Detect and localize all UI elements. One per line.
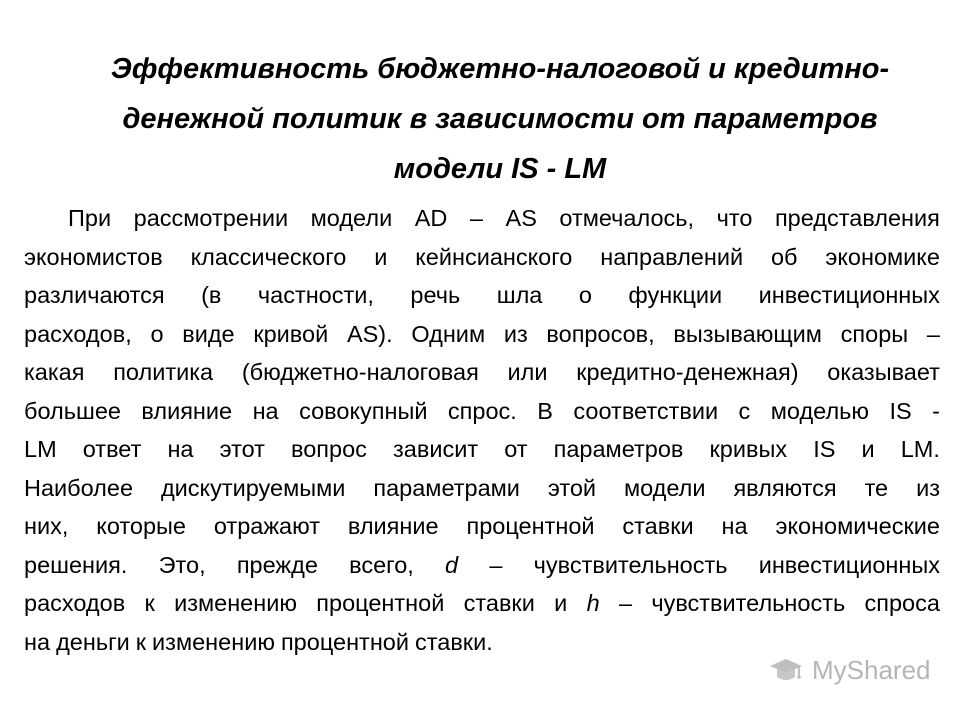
paragraph-word: на xyxy=(24,628,51,655)
paragraph-word: и xyxy=(374,243,388,270)
paragraph-word: ответ xyxy=(82,436,142,462)
paragraph-word: Это, xyxy=(158,551,206,578)
paragraph-word: представления xyxy=(774,205,940,231)
paragraph-word: спрос. xyxy=(447,397,517,424)
paragraph-word: модели xyxy=(623,474,706,501)
paragraph-word: – xyxy=(489,551,503,578)
paragraph-word: функции xyxy=(628,282,723,308)
paragraph-line xyxy=(24,392,940,431)
paragraph-word: вопросов, xyxy=(546,320,655,347)
paragraph-word: AS). xyxy=(346,320,393,347)
paragraph-word: – xyxy=(469,205,483,231)
paragraph-word: чувствительность xyxy=(651,590,846,616)
paragraph-word: модели xyxy=(310,205,393,231)
paragraph-line xyxy=(24,276,940,315)
paragraph-line xyxy=(24,430,940,469)
body-paragraph xyxy=(24,199,940,661)
paragraph-word: вопрос xyxy=(290,436,367,462)
paragraph-word: которые xyxy=(96,513,186,539)
paragraph-word: какая xyxy=(24,359,85,385)
paragraph-line xyxy=(24,238,940,277)
title-line-3: модели IS - LM xyxy=(393,153,607,185)
paragraph-word: споры xyxy=(840,320,909,347)
paragraph-word: или xyxy=(507,359,548,385)
paragraph-line xyxy=(24,353,940,392)
paragraph-word: экономические xyxy=(775,513,940,539)
paragraph-word: отражают xyxy=(213,513,320,539)
paragraph-word: частности, xyxy=(257,282,374,308)
paragraph-word: оказывает xyxy=(827,359,940,385)
slide-title xyxy=(0,44,960,194)
paragraph-word: всего, xyxy=(349,551,414,578)
paragraph-word: классического xyxy=(190,243,347,270)
paragraph-word: IS xyxy=(813,436,836,462)
paragraph-word: инвестиционных xyxy=(758,551,940,578)
paragraph-word: направлений xyxy=(600,243,744,270)
mortarboard-logo-icon xyxy=(768,656,804,686)
paragraph-word: процентной xyxy=(280,628,409,655)
paragraph-word: являются xyxy=(733,474,837,501)
paragraph-word: – xyxy=(618,590,633,616)
paragraph-word: влияние xyxy=(141,397,233,424)
title-line-2: денежной политик в зависимости от параметров xyxy=(122,103,878,135)
paragraph-word: о xyxy=(578,282,592,308)
paragraph-word: Наиболее xyxy=(24,474,134,501)
paragraph-word: IS xyxy=(889,397,912,424)
paragraph-word: деньги xyxy=(56,628,130,655)
paragraph-word: речь xyxy=(410,282,461,308)
paragraph-word: на xyxy=(167,436,194,462)
paragraph-word: - xyxy=(932,397,940,424)
paragraph-word: из xyxy=(503,320,528,347)
paragraph-line xyxy=(24,507,940,546)
paragraph-word: политика xyxy=(113,359,214,385)
paragraph-word: из xyxy=(916,474,940,501)
paragraph-word: расходов, xyxy=(24,320,132,347)
paragraph-word: ставки. xyxy=(415,628,493,655)
paragraph-line xyxy=(24,315,940,354)
paragraph-word: и xyxy=(554,590,568,616)
paragraph-word: на xyxy=(721,513,748,539)
paragraph-word: и xyxy=(861,436,875,462)
paragraph-word: виде xyxy=(182,320,235,347)
title-line-1: Эффективность бюджетно-налоговой и кредитно- xyxy=(110,53,890,85)
paragraph-word: отмечалось, xyxy=(559,205,695,231)
paragraph-word: кейнсианского xyxy=(415,243,573,270)
paragraph-word: этой xyxy=(547,474,597,501)
paragraph-word: вызывающим xyxy=(673,320,822,347)
paragraph-word: кредитно-денежная) xyxy=(576,359,799,385)
paragraph-word: спроса xyxy=(864,590,940,616)
paragraph-word: с xyxy=(738,397,751,424)
paragraph-word: дискутируемыми xyxy=(160,474,346,501)
paragraph-word: на xyxy=(252,397,279,424)
paragraph-word: h xyxy=(586,590,600,616)
paragraph-word: процентной xyxy=(316,590,445,616)
paragraph-word: влияние xyxy=(347,513,439,539)
paragraph-word: зависит xyxy=(392,436,479,462)
paragraph-word: расходов xyxy=(24,590,126,616)
paragraph-word: изменению xyxy=(152,628,275,655)
paragraph-word: LM xyxy=(24,436,57,462)
paragraph-word: параметров xyxy=(553,436,684,462)
paragraph-word: AD xyxy=(414,205,448,231)
paragraph-word: LM. xyxy=(900,436,940,462)
paragraph-word: кривых xyxy=(709,436,788,462)
paragraph-word: экономике xyxy=(825,243,940,270)
watermark-text: MyShared xyxy=(812,655,931,685)
paragraph-word: Одним xyxy=(411,320,486,347)
paragraph-word: к xyxy=(144,590,155,616)
paragraph-word: шла xyxy=(496,282,543,308)
paragraph-word: (в xyxy=(201,282,222,308)
paragraph-word: (бюджетно-налоговая xyxy=(241,359,479,385)
watermark xyxy=(768,655,931,686)
paragraph-word: них, xyxy=(24,513,69,539)
paragraph-word: процентной xyxy=(466,513,595,539)
paragraph-word: кривой xyxy=(253,320,329,347)
paragraph-word: изменению xyxy=(174,590,297,616)
paragraph-line xyxy=(24,546,940,585)
paragraph-word: большее xyxy=(24,397,121,424)
paragraph-word: d xyxy=(445,551,459,578)
paragraph-word: AS xyxy=(505,205,537,231)
paragraph-word: моделью xyxy=(770,397,870,424)
paragraph-word: чувствительность xyxy=(533,551,728,578)
paragraph-word: от xyxy=(504,436,528,462)
paragraph-word: При xyxy=(68,205,112,231)
paragraph-word: решения. xyxy=(24,551,128,578)
paragraph-word: ставки xyxy=(463,590,535,616)
paragraph-word: ставки xyxy=(622,513,694,539)
paragraph-line xyxy=(24,199,940,238)
paragraph-word: те xyxy=(864,474,889,501)
paragraph-word: В xyxy=(537,397,553,424)
paragraph-word: рассмотрении xyxy=(133,205,289,231)
paragraph-line xyxy=(24,469,940,508)
paragraph-word: к xyxy=(135,628,147,655)
paragraph-word: соответствии xyxy=(573,397,719,424)
paragraph-word: об xyxy=(770,243,798,270)
paragraph-word: различаются xyxy=(24,282,165,308)
paragraph-word: экономистов xyxy=(24,243,163,270)
paragraph-word: о xyxy=(150,320,164,347)
paragraph-line xyxy=(24,584,940,623)
paragraph-word: инвестиционных xyxy=(758,282,940,308)
paragraph-word: – xyxy=(926,320,940,347)
paragraph-word: прежде xyxy=(236,551,318,578)
paragraph-word: совокупный xyxy=(299,397,428,424)
paragraph-word: этот xyxy=(219,436,265,462)
paragraph-word: что xyxy=(716,205,753,231)
paragraph-word: параметрами xyxy=(373,474,520,501)
